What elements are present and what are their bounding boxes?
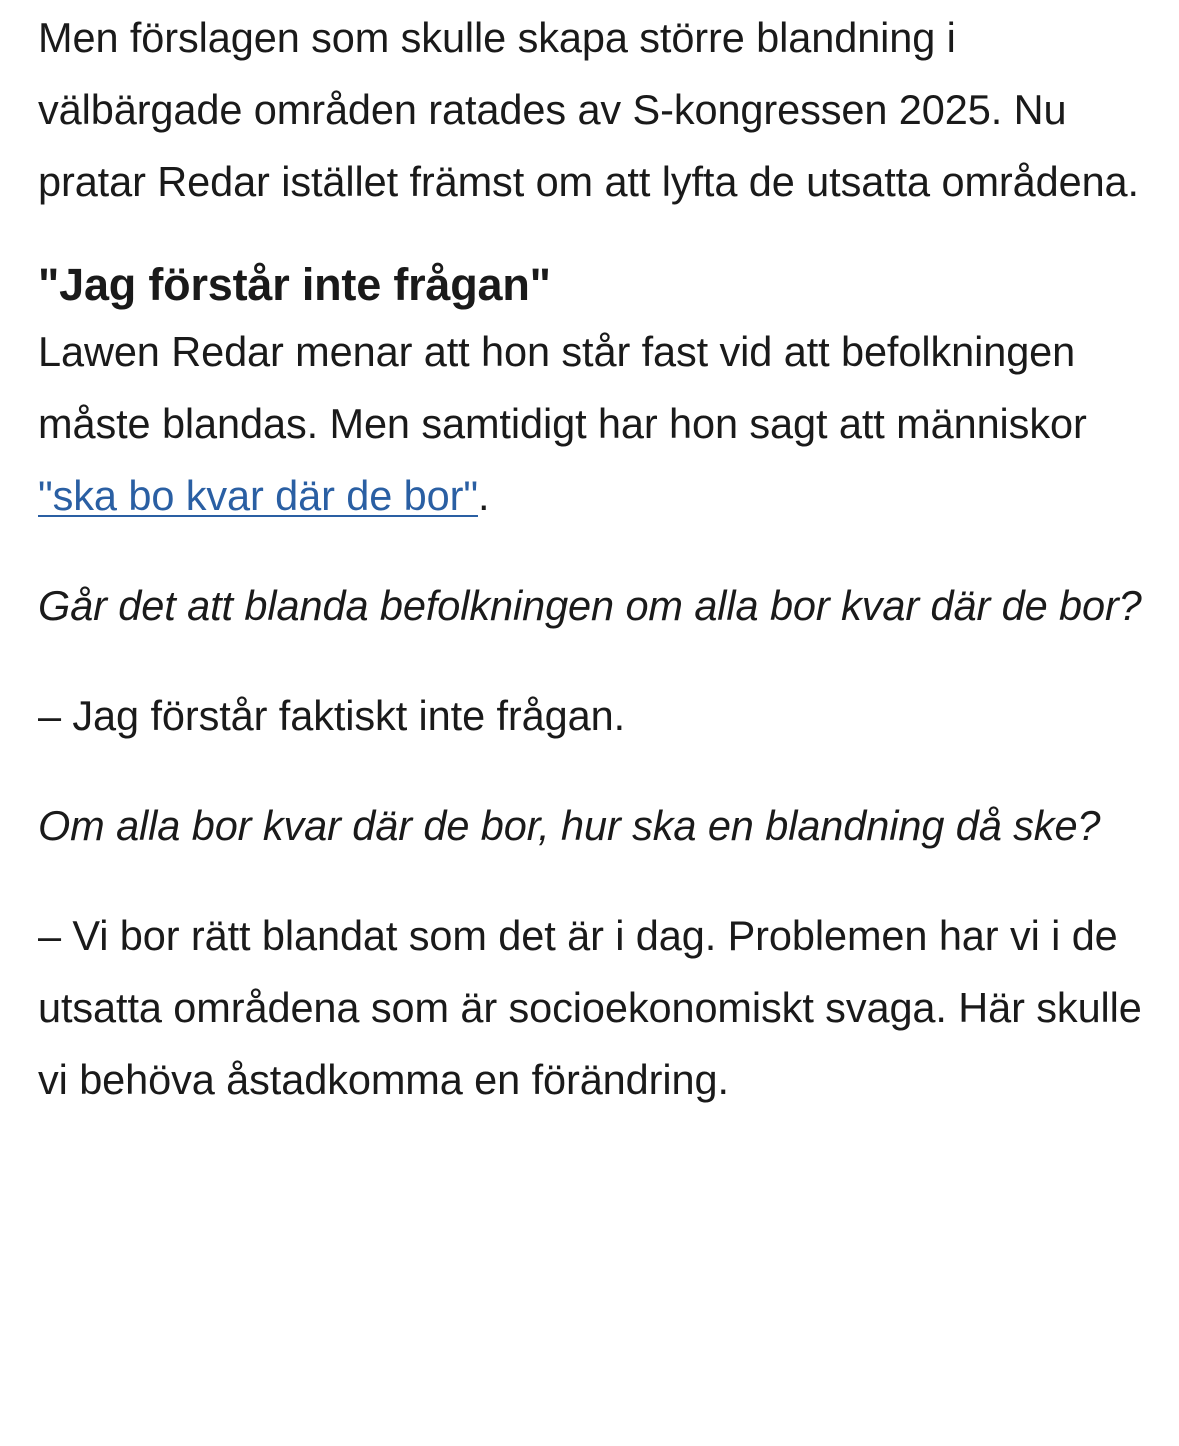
spacer [38, 752, 1148, 790]
paragraph-intro: Men förslagen som skulle skapa större blandning i välbärgade områden ratades av S-kongressen 2025. Nu pratar Redar istället främst om att lyfta de utsatta områdena. [38, 14, 1139, 205]
section-heading: "Jag förstår inte frågan" [38, 259, 551, 310]
interview-answer: – Jag förstår faktiskt inte frågan. [38, 692, 626, 739]
spacer [38, 532, 1148, 570]
paragraph-text-end: . [477, 472, 490, 519]
paragraph-text: Lawen Redar menar att hon står fast vid att befolkningen måste blandas. Men samtidigt har hon sagt att människor [38, 328, 1087, 447]
interview-answer: – Vi bor rätt blandat som det är i dag. Problemen har vi i de utsatta områdena som är socioekonomiskt svaga. Här skulle vi behöva åstadkomma en förändring. [38, 912, 1142, 1103]
interview-question: Om alla bor kvar där de bor, hur ska en blandning då ske? [38, 802, 1101, 849]
interview-question: Går det att blanda befolkningen om alla bor kvar där de bor? [38, 582, 1142, 629]
paragraph-redar-statement [38, 316, 1148, 532]
spacer [38, 218, 1148, 257]
article-body [38, 2, 1148, 1116]
quote-link[interactable]: "ska bo kvar där de bor" [38, 472, 478, 519]
spacer [38, 862, 1148, 900]
spacer [38, 642, 1148, 680]
